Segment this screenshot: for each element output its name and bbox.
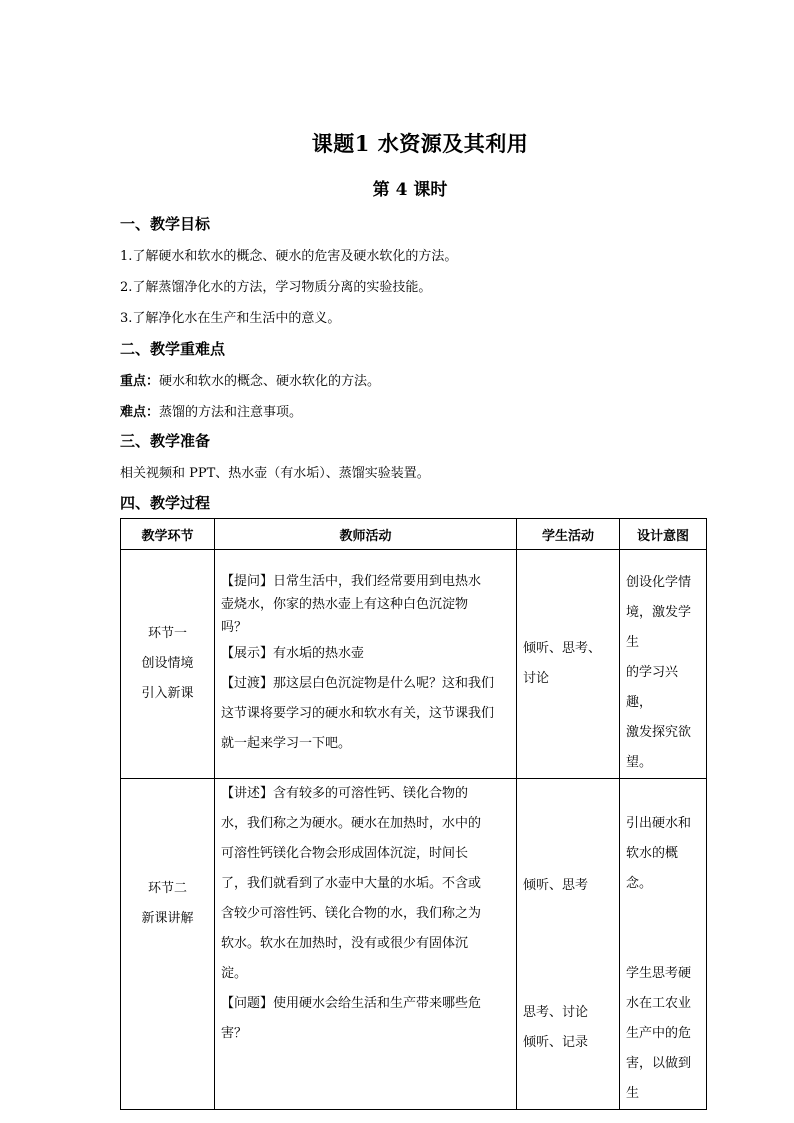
difficulty-line — [120, 401, 302, 420]
page-title: 课题1 水资源及其利用 — [311, 131, 529, 156]
process-table — [120, 518, 707, 1110]
teacher-line: 水，我们称之为硬水。硬水在加热时，水中的 — [221, 816, 482, 831]
teacher-line: 含较少可溶性钙、镁化合物的水，我们称之为 — [221, 906, 482, 921]
header-teacher: 教师活动 — [215, 519, 517, 550]
teacher-line: 了，我们就看到了水壶中大量的水垢。不含或 — [221, 876, 482, 891]
student-cell — [517, 779, 620, 1110]
stage-line: 新课讲解 — [141, 911, 194, 926]
prep-text: 相关视频和 PPT、热水壶（有水垢）、蒸馏实验装置。 — [120, 466, 430, 481]
student-line: 讨论 — [523, 671, 550, 686]
student-line: 倾听、思考 — [523, 878, 589, 893]
teacher-line: 壶烧水，你家的热水壶上有这种白色沉淀物 — [221, 596, 469, 612]
intent-line: 望。 — [626, 755, 653, 770]
stage-cell — [121, 779, 215, 1110]
focus-text: 硬水和软水的概念、硬水软化的方法。 — [159, 374, 381, 389]
table-row — [121, 550, 707, 779]
teacher-line: 淀。 — [221, 966, 248, 981]
intent-line: 学生思考硬 — [626, 966, 692, 981]
goal-item-1: 1.了解硬水和软水的概念、硬水的危害及硬水软化的方法。 — [120, 249, 458, 264]
teacher-cell — [215, 779, 517, 1110]
teacher-line: 害？ — [221, 1026, 248, 1041]
teacher-line: 吗？ — [221, 619, 248, 635]
teacher-line: 可溶性钙镁化合物会形成固体沉淀，时间长 — [221, 846, 469, 861]
teacher-line: 【过渡】那这层白色沉淀物是什么呢？这和我们 — [221, 675, 495, 691]
intent-line: 创设化学情 — [626, 575, 692, 590]
page-subtitle: 第 4 课时 — [372, 180, 448, 200]
teacher-line: 这节课将要学习的硬水和软水有关，这节课我们 — [221, 705, 495, 721]
header-intent: 设计意图 — [620, 519, 707, 550]
section-heading-prep: 三、教学准备 — [120, 432, 211, 450]
section-heading-process: 四、教学过程 — [120, 494, 211, 512]
student-cell — [517, 550, 620, 779]
intent-line: 的学习兴趣， — [626, 665, 679, 710]
stage-line: 环节一 — [147, 626, 187, 641]
intent-line: 水在工农业 — [626, 996, 692, 1011]
stage-cell — [121, 550, 215, 779]
stage-line: 引入新课 — [141, 686, 194, 701]
intent-line: 生产中的危 — [626, 1026, 692, 1041]
intent-line: 境，激发学生 — [626, 605, 692, 650]
student-line: 思考、讨论 — [523, 1005, 589, 1020]
table-row — [121, 779, 707, 1110]
teacher-line: 【问题】使用硬水会给生活和生产带来哪些危 — [221, 996, 482, 1011]
intent-line: 引出硬水和 — [626, 816, 692, 831]
intent-line: 软水的概念。 — [626, 846, 679, 891]
intent-line: 激发探究欲 — [626, 725, 692, 740]
section-heading-keypoints: 二、教学重难点 — [120, 340, 226, 358]
teacher-cell — [215, 550, 517, 779]
intent-cell — [620, 550, 707, 779]
teacher-line: 软水。软水在加热时，没有或很少有固体沉 — [221, 936, 469, 951]
student-line: 倾听、记录 — [523, 1035, 589, 1050]
header-student: 学生活动 — [517, 519, 620, 550]
section-heading-goals: 一、教学目标 — [120, 215, 211, 233]
stage-line: 创设情境 — [141, 656, 194, 671]
difficulty-text: 蒸馏的方法和注意事项。 — [159, 405, 303, 420]
intent-line: 害，以做到生 — [626, 1056, 692, 1101]
intent-cell — [620, 779, 707, 1110]
student-line: 倾听、思考、 — [523, 641, 602, 656]
teacher-line: 【提问】日常生活中，我们经常要用到电热水 — [221, 573, 482, 589]
difficulty-label: 难点： — [120, 405, 160, 420]
stage-line: 环节二 — [147, 881, 187, 896]
teacher-line: 【讲述】含有较多的可溶性钙、镁化合物的 — [221, 786, 469, 801]
teacher-line: 【展示】有水垢的热水壶 — [221, 645, 365, 661]
focus-label: 重点： — [120, 374, 160, 389]
table-header-row — [121, 519, 707, 550]
focus-line — [120, 370, 380, 389]
header-stage: 教学环节 — [121, 519, 215, 550]
teacher-line: 就一起来学习一下吧。 — [221, 735, 352, 751]
goal-item-2: 2.了解蒸馏净化水的方法，学习物质分离的实验技能。 — [120, 280, 432, 295]
goal-item-3: 3.了解净化水在生产和生活中的意义。 — [120, 311, 341, 326]
